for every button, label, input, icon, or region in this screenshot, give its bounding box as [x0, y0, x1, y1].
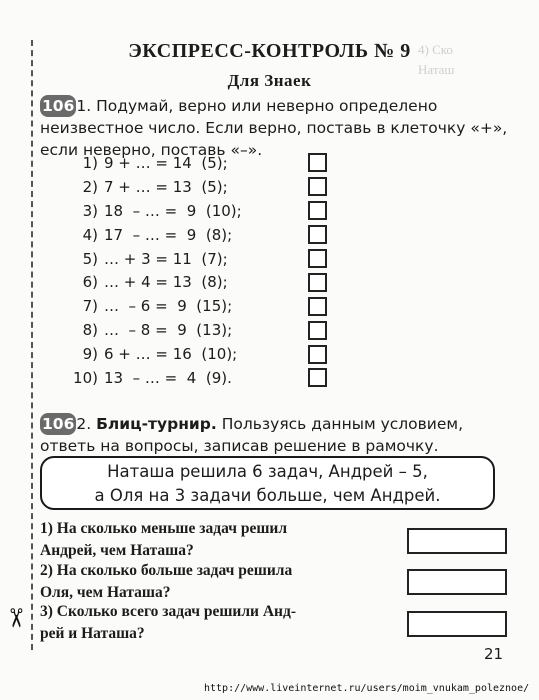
task1-number: 106 — [42, 97, 75, 115]
item-expression: … + 4 = 13 (8); — [104, 273, 228, 292]
list-item — [68, 318, 327, 342]
item-number: 10) — [73, 368, 98, 387]
cut-line — [31, 40, 33, 650]
question-2 — [40, 560, 400, 604]
bleed-through-text: 4) Ско — [418, 42, 453, 57]
task2-instructions — [40, 413, 510, 457]
item-expression: 18 – … = 9 (10); — [104, 201, 242, 220]
question-line: 3) Сколько всего задач решили Анд- — [40, 603, 296, 620]
task1-suffix: 1. — [76, 97, 92, 115]
page-subtitle: Для Знаек — [227, 71, 312, 90]
list-item — [68, 366, 327, 390]
answer-checkbox[interactable] — [308, 153, 327, 172]
item-number: 4) — [82, 225, 98, 244]
answer-checkbox[interactable] — [308, 368, 327, 387]
list-item — [68, 199, 327, 223]
list-item — [68, 270, 327, 294]
answer-checkbox[interactable] — [308, 177, 327, 196]
question-line: 2) На сколько больше задач решила — [40, 562, 293, 579]
answer-checkbox[interactable] — [308, 297, 327, 316]
question-line: рей и Наташа? — [40, 625, 145, 642]
answer-box-2[interactable] — [407, 569, 507, 595]
list-item — [68, 342, 327, 366]
page-title: ЭКСПРЕСС-КОНТРОЛЬ № 9 — [128, 40, 411, 62]
condition-box — [40, 456, 495, 510]
source-url: http://www.liveinternet.ru/users/moim_vnukam_poleznoe/ — [204, 683, 530, 694]
bleed-through-text: Наташ — [418, 62, 455, 77]
answer-checkbox[interactable] — [308, 321, 327, 340]
answer-checkbox[interactable] — [308, 225, 327, 244]
list-item — [68, 247, 327, 271]
answer-checkbox[interactable] — [308, 249, 327, 268]
item-number: 8) — [82, 321, 98, 340]
answer-checkbox[interactable] — [308, 273, 327, 292]
question-line: Андрей, чем Наташа? — [40, 542, 194, 559]
task2-text: Пользуясь данным условием, ответь на вопросы, записав решение в рамочку. — [40, 415, 464, 455]
item-number: 5) — [82, 249, 98, 268]
task2-number: 106 — [42, 415, 75, 433]
item-number: 3) — [82, 201, 98, 220]
item-expression: … – 6 = 9 (15); — [104, 297, 233, 316]
item-expression: 17 – … = 9 (8); — [104, 225, 233, 244]
item-expression: 9 + … = 14 (5); — [104, 153, 228, 172]
answer-box-1[interactable] — [407, 528, 507, 554]
question-line: Оля, чем Наташа? — [40, 584, 171, 601]
list-item — [68, 294, 327, 318]
answer-checkbox[interactable] — [308, 345, 327, 364]
item-expression: … + 3 = 11 (7); — [104, 249, 228, 268]
question-1 — [40, 518, 400, 562]
list-item — [68, 223, 327, 247]
item-number: 7) — [82, 297, 98, 316]
list-item — [68, 175, 327, 199]
item-number: 2) — [82, 177, 98, 196]
condition-line: Наташа решила 6 задач, Андрей – 5, — [107, 462, 428, 481]
item-number: 6) — [82, 273, 98, 292]
task1-list — [68, 151, 327, 390]
item-expression: 13 – … = 4 (9). — [104, 368, 232, 387]
condition-line: а Оля на 3 задачи больше, чем Андрей. — [94, 486, 441, 505]
item-number: 1) — [82, 153, 98, 172]
item-expression: … – 8 = 9 (13); — [104, 321, 233, 340]
item-number: 9) — [82, 345, 98, 364]
scissors-icon: ✂ — [0, 607, 30, 629]
question-3 — [40, 601, 400, 645]
list-item — [68, 151, 327, 175]
page-number: 21 — [484, 645, 504, 663]
task2-label: Блиц-турнир. — [96, 415, 217, 433]
answer-box-3[interactable] — [407, 611, 507, 637]
answer-checkbox[interactable] — [308, 201, 327, 220]
task1-text: Подумай, верно или неверно определено неизвестное число. Если верно, поставь в клеточку «+», если неверно, поставь «–». — [40, 97, 508, 159]
question-line: 1) На сколько меньше задач решил — [40, 520, 288, 537]
item-expression: 7 + … = 13 (5); — [104, 177, 228, 196]
item-expression: 6 + … = 16 (10); — [104, 345, 238, 364]
task2-suffix: 2. — [76, 415, 92, 433]
